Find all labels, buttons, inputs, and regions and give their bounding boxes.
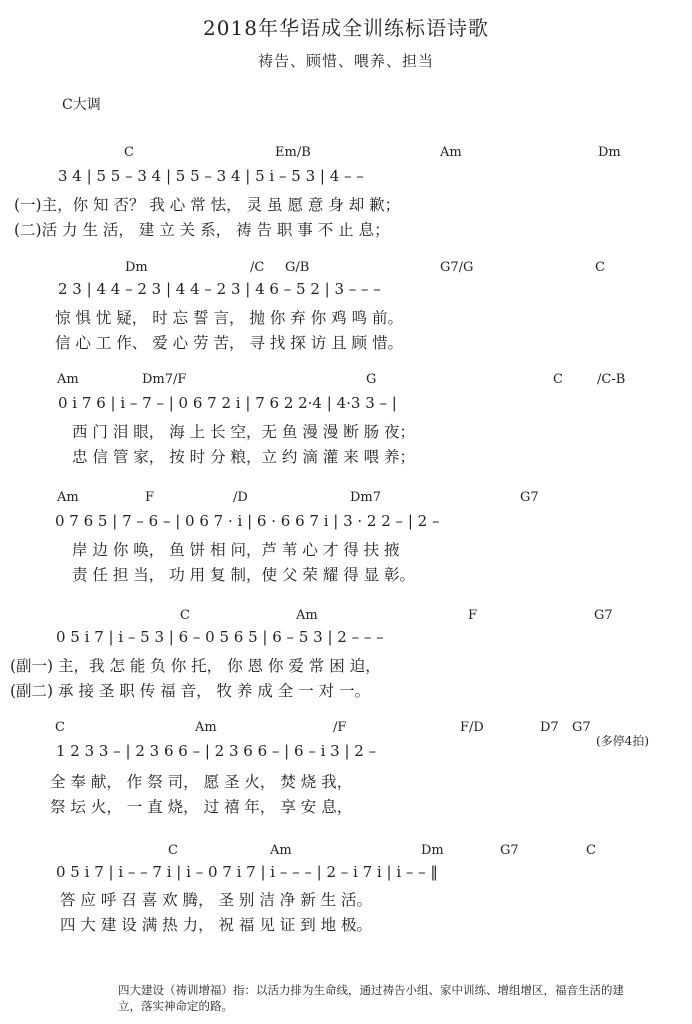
chord: F xyxy=(468,608,478,623)
lyric-verse-1: (一)主，你 知 否？ 我 心 常 怯， 灵 虽 愿 意 身 却 歉； xyxy=(14,196,401,214)
lyric-verse-2: 四 大 建 设 满 热 力， 祝 福 见 证 到 地 极。 xyxy=(60,916,373,934)
notation-row: 1 2 3 3 – | 2 3 6 6 – | 2 3 6 6 – | 6 – i 3 | 2 – xyxy=(56,742,377,760)
lyric-verse-2: 忠 信 管 家， 按 时 分 粮，立 约 滴 灌 来 喂 养； xyxy=(72,448,416,466)
song-title: 2018年华语成全训练标语诗歌 xyxy=(203,16,489,40)
chord: C xyxy=(586,843,596,858)
chord: C xyxy=(168,843,178,858)
chord: C xyxy=(180,608,190,623)
lyric-verse-2: (二)活 力 生 活， 建 立 关 系， 祷 告 职 事 不 止 息； xyxy=(14,221,390,239)
chord: /D xyxy=(233,490,248,505)
chord: F/D xyxy=(460,720,484,735)
lyric-verse-2: (副二) 承 接 圣 职 传 福 音， 牧 养 成 全 一 对 一。 xyxy=(10,682,371,700)
chord: Dm xyxy=(598,145,621,160)
notation-row: 0 5 i 7 | i – – 7 i | i – 0 7 i 7 | i – – – | 2 – i 7 i | i – – ‖ xyxy=(56,863,438,881)
lyric-verse-1: (副一) 主，我 怎 能 负 你 托， 你 恩 你 爱 常 困 迫， xyxy=(10,657,381,675)
chord: Am xyxy=(296,608,318,623)
chord: /C-B xyxy=(597,372,626,387)
lyric-verse-1: 全 奉 献， 作 祭 司， 愿 圣 火， 焚 烧 我， xyxy=(50,773,353,791)
chord: Am xyxy=(195,720,217,735)
key-signature: C大调 xyxy=(62,97,101,113)
lyric-verse-2: 信 心 工 作、 爱 心 劳 苦， 寻 找 探 访 且 顾 惜。 xyxy=(55,334,403,352)
notation-row: 0 7 6 5 | 7 – 6 – | 0 6 7 · i | 6 · 6 6 7 i | 3 · 2 2 – | 2 – xyxy=(55,512,440,530)
chord: G7/G xyxy=(440,260,474,275)
lyric-verse-2: 责 任 担 当， 功 用 复 制，使 父 荣 耀 得 显 彰。 xyxy=(72,566,416,584)
chord: C xyxy=(595,260,605,275)
chord: /F xyxy=(333,720,347,735)
chord: Dm xyxy=(421,843,444,858)
lyric-verse-1: 答 应 呼 召 喜 欢 腾， 圣 别 洁 净 新 生 活。 xyxy=(60,891,373,909)
chord: F xyxy=(145,490,155,505)
notation-row: 0 i 7 6 | i – 7 – | 0 6 7 2 i | 7 6 2 2·4 | 4·3 3 – | xyxy=(58,394,397,412)
footnote: 四大建设（祷训增福）指：以活力排为生命线，通过祷告小组、家中训练、增组增区，福音生活的建立，落实神命定的路。 xyxy=(118,983,624,1013)
chord: /C xyxy=(250,260,265,275)
chord: C xyxy=(124,145,134,160)
chord: Am xyxy=(440,145,462,160)
lyric-verse-2: 祭 坛 火， 一 直 烧， 过 禧 年， 享 安 息， xyxy=(50,798,353,816)
notation-row: 0 5 i 7 | i – 5 3 | 6 – 0 5 6 5 | 6 – 5 3 | 2 – – – xyxy=(56,628,384,646)
song-subtitle: 祷告、顾惜、喂养、担当 xyxy=(257,52,434,70)
chord: C xyxy=(55,720,65,735)
chord: G7 xyxy=(572,720,591,735)
chord: Dm7 xyxy=(350,490,382,505)
chord: G7 xyxy=(520,490,539,505)
chord: C xyxy=(553,372,563,387)
chord: G7 xyxy=(500,843,519,858)
notation-row: 3 4 | 5 5 – 3 4 | 5 5 – 3 4 | 5 i – 5 3 | 4 – – xyxy=(58,167,364,185)
lyric-verse-1: 惊 惧 忧 疑， 时 忘 誓 言， 抛 你 弃 你 鸡 鸣 前。 xyxy=(55,309,403,327)
chord: Am xyxy=(270,843,292,858)
chord: G/B xyxy=(285,260,310,275)
chord: G7 xyxy=(594,608,613,623)
chord: Dm7/F xyxy=(142,372,187,387)
chord: Am xyxy=(57,490,79,505)
fermata-note: (多停4拍) xyxy=(596,734,649,748)
chord: G xyxy=(366,372,377,387)
lyric-verse-1: 岸 边 你 唤， 鱼 饼 相 问，芦 苇 心 才 得 扶 掖 xyxy=(72,541,400,559)
chord: Dm xyxy=(125,260,148,275)
chord: Am xyxy=(57,372,79,387)
chord: D7 xyxy=(540,720,559,735)
notation-row: 2 3 | 4 4 – 2 3 | 4 4 – 2 3 | 4 6 – 5 2 | 3 – – – xyxy=(58,280,381,298)
lyric-verse-1: 西 门 泪 眼， 海 上 长 空，无 鱼 漫 漫 断 肠 夜； xyxy=(72,423,416,441)
chord: Em/B xyxy=(275,145,311,160)
